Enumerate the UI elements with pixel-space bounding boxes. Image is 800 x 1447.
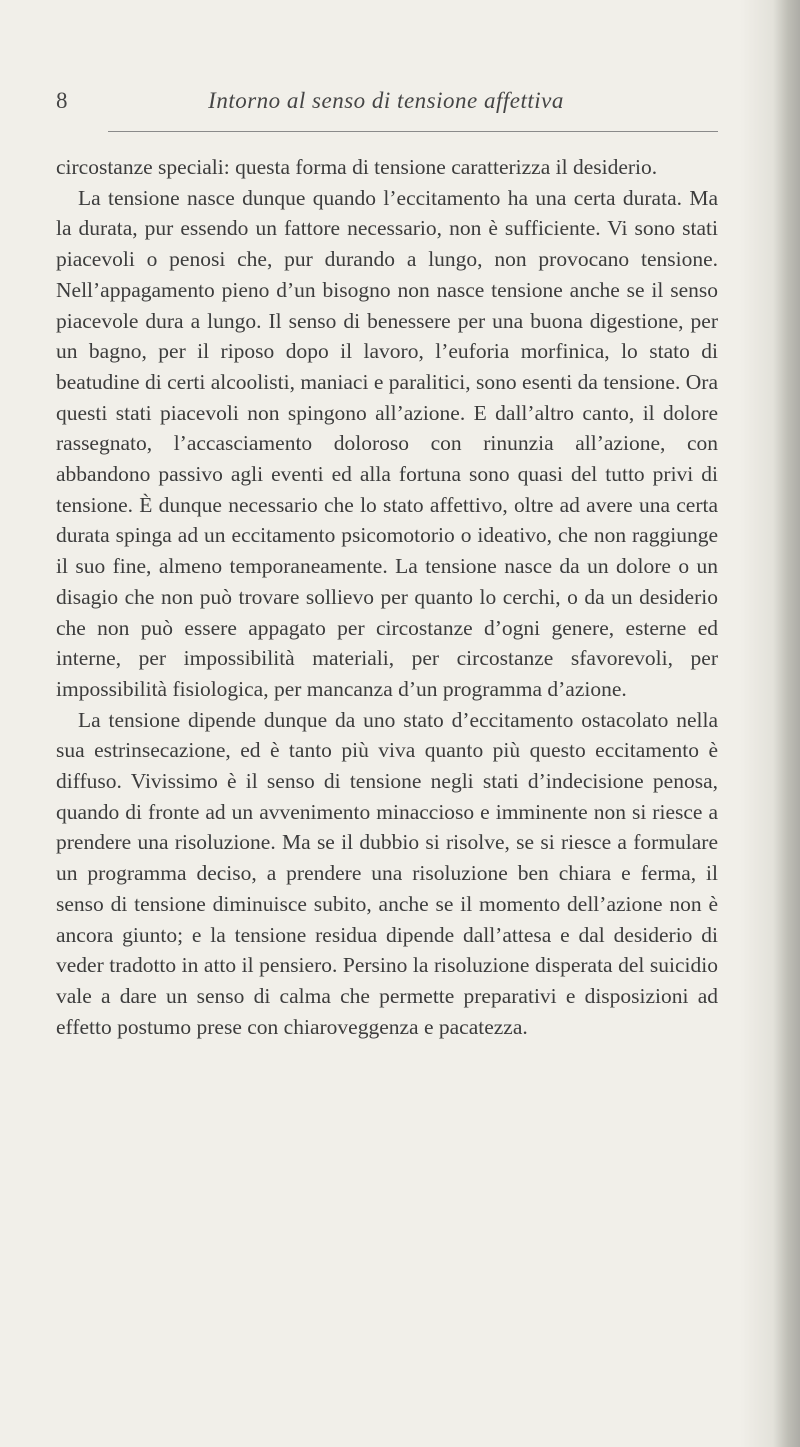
paragraph: La tensione dipende dunque da uno stato d’eccitamento ostacolato nella sua estrinsecazione, ed è tanto più viva quanto più questo eccitamento è diffuso. Vivissimo è il senso di tensione negli stati d’indecisione penosa, quando di fronte ad un avvenimento minaccioso e imminente non si riesce a prendere una risoluzione. Ma se il dubbio si risolve, se si riesce a formulare un programma deciso, a prendere una risoluzione ben chiara e ferma, il senso di tensione diminuisce subito, anche se il momento dell’azione non è ancora giunto; e la tensione residua dipende dall’attesa e dal desiderio di veder tradotto in atto il pensiero. Persino la risoluzione disperata del suicidio vale a dare un senso di calma che permette preparativi e disposizioni ad effetto postumo prese con chiaroveggenza e pacatezza.: [56, 707, 718, 1039]
header-rule: [108, 131, 718, 132]
running-head: [56, 88, 716, 118]
paragraph: La tensione nasce dunque quando l’eccitamento ha una certa durata. Ma la durata, pur essendo un fattore necessario, non è sufficiente. Vi sono stati piacevoli o penosi che, pur durando a lungo, non provocano tensione. Nell’appagamento pieno d’un bisogno non nasce tensione anche se il senso piacevole dura a lungo. Il senso di benessere per una buona digestione, per un bagno, per il riposo dopo il lavoro, l’euforia morfinica, lo stato di beatudine di certi alcoolisti, maniaci e paralitici, sono esenti da tensione. Ora questi stati piacevoli non spingono all’azione. E dall’altro canto, il dolore rassegnato, l’accasciamento doloroso con rinunzia all’azione, con abbandono passivo agli eventi ed alla fortuna sono quasi del tutto privi di tensione. È dunque necessario che lo stato affettivo, oltre ad avere una certa durata spinga ad un eccitamento psicomotorio o ideativo, che non raggiunge il suo fine, almeno temporaneamente. La tensione nasce da un dolore o un disagio che non può trovare sollievo per quanto lo cerchi, o da un desiderio che non può essere appagato per circostanze d’ogni genere, esterne ed interne, per impossibilità materiali, per circostanze sfavorevoli, per impossibilità fisiologica, per mancanza d’un programma d’azione.: [56, 185, 718, 701]
paragraph: circostanze speciali: questa forma di tensione caratterizza il desiderio.: [56, 155, 658, 179]
running-title: Intorno al senso di tensione affettiva: [208, 88, 564, 113]
page-number: 8: [56, 88, 68, 113]
body-text: [56, 152, 718, 1042]
page-edge-shadow: [740, 0, 800, 1447]
